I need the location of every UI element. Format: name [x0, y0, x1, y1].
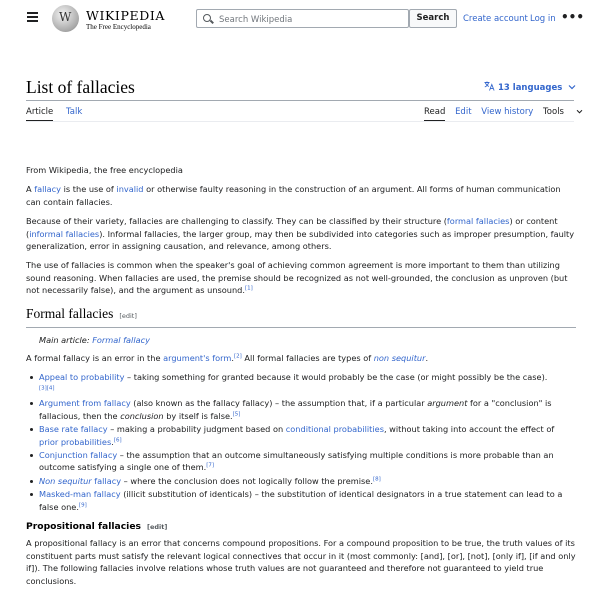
- paragraph-intro-2: [26, 215, 576, 252]
- text: .: [231, 353, 234, 364]
- link-informal-fallacies[interactable]: informal fallacies: [29, 228, 100, 239]
- text: .: [425, 353, 429, 364]
- paragraph-formal: [26, 352, 576, 364]
- link-non-sequitur-fallacy[interactable]: Non sequitur fallacy: [39, 475, 122, 486]
- citation[interactable]: [5]: [232, 410, 241, 417]
- paragraph-intro-3: [26, 259, 576, 296]
- tools-label[interactable]: Tools: [543, 107, 564, 117]
- citation[interactable]: [8]: [372, 475, 381, 482]
- section-heading-formal: [26, 306, 576, 324]
- citation[interactable]: [2]: [233, 353, 242, 360]
- search-box[interactable]: [196, 9, 409, 28]
- text: is the use of: [61, 184, 117, 195]
- more-options-icon[interactable]: •••: [561, 10, 585, 24]
- languages-label[interactable]: 13 languages: [498, 83, 563, 93]
- create-account-link[interactable]: Create account: [463, 14, 528, 24]
- text: ) or content (: [26, 216, 558, 239]
- link-invalid[interactable]: invalid: [116, 184, 144, 195]
- link-base-rate-fallacy[interactable]: Base rate fallacy: [39, 424, 108, 435]
- text: – making a probability judgment based on: [107, 424, 286, 435]
- section-title: Propositional fallacies: [26, 520, 142, 532]
- text: – where the conclusion does not logically follow the premise.: [121, 475, 373, 486]
- edit-section-link[interactable]: [edit]: [147, 522, 168, 531]
- link-conditional-probabilities[interactable]: conditional probabilities: [285, 424, 384, 435]
- tab-view-history[interactable]: View history: [481, 107, 534, 117]
- link-prior-probabilities[interactable]: prior probabilities: [39, 436, 112, 447]
- link-conjunction-fallacy[interactable]: Conjunction fallacy: [39, 449, 118, 460]
- site-header: [0, 0, 600, 38]
- tab-talk[interactable]: Talk: [65, 107, 83, 117]
- text: All formal fallacies are types of: [241, 353, 374, 364]
- hatnote: [39, 334, 576, 346]
- wikipedia-globe-icon[interactable]: W: [52, 5, 79, 32]
- link-masked-man-fallacy[interactable]: Masked-man fallacy: [39, 489, 121, 500]
- list-item: [39, 449, 576, 474]
- section-divider: [26, 327, 576, 328]
- site-sub: From Wikipedia, the free encyclopedia: [26, 165, 183, 175]
- link-appeal-to-probability[interactable]: Appeal to probability: [39, 372, 125, 383]
- namespace-tabs: [26, 107, 92, 117]
- link-arguments-form[interactable]: argument's form: [163, 353, 232, 364]
- link-main-article[interactable]: Formal fallacy: [92, 334, 150, 345]
- citation[interactable]: [6]: [113, 436, 122, 443]
- tabs-divider: [26, 121, 574, 122]
- wikipedia-tagline: The Free Encyclopedia: [86, 23, 151, 31]
- chevron-down-icon: [568, 84, 576, 90]
- list-item: [39, 397, 576, 422]
- hatnote-label: Main article:: [39, 334, 90, 345]
- text: argument: [427, 398, 468, 409]
- text: (also known as the fallacy fallacy) – the assumption that, if a particular: [130, 398, 428, 409]
- list-item: [39, 371, 576, 396]
- languages-button[interactable]: [484, 81, 576, 93]
- text: .: [111, 436, 114, 447]
- text: Because of their variety, fallacies are challenging to classify. They can be classified by their structure (: [26, 216, 447, 227]
- citation[interactable]: [1]: [244, 285, 253, 292]
- citation[interactable]: [9]: [78, 501, 87, 508]
- edit-section-link[interactable]: [edit]: [119, 311, 137, 320]
- text: A propositional fallacy is an error that concerns compound propositions. For a compound proposition to be true, the truth values of its constituent parts must satisfy the relevant logical connectives that occur in it (most commonly: [and], [or], [not], [only if], [if and only if]). The following fallacies involve relations whose truth values are not guaranteed and therefore not guaranteed to yield true conclusions.: [26, 538, 576, 586]
- login-link[interactable]: Log in: [530, 14, 556, 24]
- search-button[interactable]: Search: [409, 9, 457, 28]
- citation[interactable]: [3][4]: [39, 385, 55, 392]
- citation[interactable]: [7]: [206, 462, 215, 469]
- text: for a "conclusion" is fallacious, then the: [39, 398, 552, 421]
- tab-edit[interactable]: Edit: [455, 107, 472, 117]
- text: conclusion: [120, 410, 164, 421]
- link-fallacy[interactable]: fallacy: [34, 184, 62, 195]
- tab-read[interactable]: Read: [424, 107, 446, 117]
- paragraph-intro-1: [26, 183, 576, 208]
- section-heading-propositional: [26, 521, 576, 533]
- text: A formal fallacy is an error in the: [26, 353, 164, 364]
- chevron-down-icon: [576, 109, 583, 114]
- translate-icon: [484, 81, 495, 91]
- text: ). Informal fallacies, the larger group, may then be subdivided into categories such as improper presumption, faulty generalization, error in assigning causation, and relevance, among others.: [26, 228, 575, 252]
- link-formal-fallacies[interactable]: formal fallacies: [446, 216, 510, 227]
- tools-menu[interactable]: [543, 107, 583, 117]
- list-item: [39, 423, 576, 448]
- search-icon: [203, 14, 211, 22]
- link-argument-from-fallacy[interactable]: Argument from fallacy: [39, 398, 131, 409]
- text: by itself is false.: [163, 410, 233, 421]
- title-divider: [26, 100, 574, 101]
- wikipedia-wordmark[interactable]: WIKIPEDIA: [86, 8, 165, 23]
- paragraph-propositional: [26, 537, 576, 587]
- text: , without taking into account the effect of: [383, 424, 555, 435]
- text: or otherwise faulty reasoning in the construction of an argument. All forms of human communication can contain fallacies.: [26, 184, 561, 207]
- text: (illicit substitution of identicals) – the substitution of identical designators in a true statement can lead to a false one.: [39, 489, 563, 512]
- text: – the assumption that an outcome simultaneously satisfying multiple conditions is more probable than an outcome satisfying a single one of them.: [39, 449, 554, 473]
- tab-article[interactable]: Article: [26, 107, 54, 117]
- link-non-sequitur[interactable]: non sequitur: [373, 353, 426, 364]
- menu-icon[interactable]: [27, 12, 38, 22]
- text: The use of fallacies is common when the speaker's goal of achieving common agreement is more important to them than utilizing sound reasoning. When fallacies are used, the premise should be recognized as not well-grounded, the conclusion as unproven (but not necessarily false), and the argument as unsound.: [26, 260, 568, 296]
- list-item: [39, 475, 576, 487]
- section-title: Formal fallacies: [26, 305, 114, 321]
- page-title: List of fallacies: [26, 77, 135, 97]
- formal-fallacies-list: [26, 371, 576, 512]
- text: – taking something for granted because it would probably be the case (or might possibly be the case).: [124, 372, 548, 383]
- text: A: [26, 184, 35, 195]
- view-tabs: [424, 107, 590, 117]
- list-item: [39, 488, 576, 513]
- search-input[interactable]: [217, 12, 401, 27]
- article-body: [26, 164, 576, 594]
